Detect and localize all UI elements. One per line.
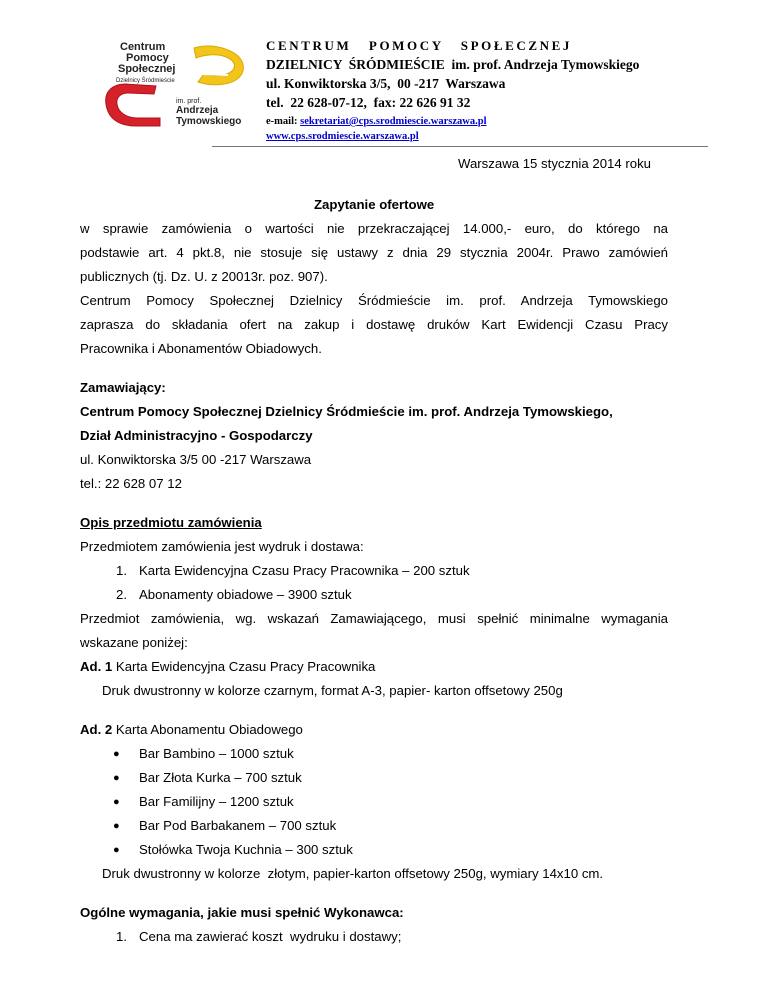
- list-item: Bar Familijny – 1200 sztuk: [139, 794, 294, 809]
- bullet-icon: ●: [113, 820, 120, 832]
- website-row: [266, 129, 639, 144]
- document-title: Zapytanie ofertowe: [314, 197, 435, 212]
- website-link[interactable]: www.cps.srodmiescie.warszawa.pl: [266, 131, 419, 142]
- ad2-label: Ad. 2: [80, 722, 113, 737]
- logo-line-5: im. prof.: [176, 98, 202, 105]
- ordering-party-phone: tel.: 22 628 07 12: [80, 476, 182, 491]
- intro-line-1: w sprawie zamówienia o wartości nie przekraczającej 14.000,- euro, do którego na: [80, 221, 668, 236]
- bullet-icon: ●: [113, 796, 120, 808]
- requirements-line-2: wskazane poniżej:: [80, 635, 188, 650]
- intro-line-3: publicznych (tj. Dz. U. z 20013r. poz. 907).: [80, 269, 328, 284]
- ordering-party-address: ul. Konwiktorska 3/5 00 -217 Warszawa: [80, 452, 312, 467]
- ordering-party-name: Centrum Pomocy Społecznej Dzielnicy Śródmieście im. prof. Andrzeja Tymowskiego,: [80, 404, 613, 419]
- logo-line-4: Dzielnicy Śródmieście: [116, 78, 175, 84]
- description-heading: Opis przedmiotu zamówienia: [80, 515, 262, 530]
- bullet-icon: ●: [113, 772, 120, 784]
- ad1-title: Karta Ewidencyjna Czasu Pracy Pracownika: [112, 659, 376, 674]
- list-item: Cena ma zawierać koszt wydruku i dostawy;: [139, 929, 402, 944]
- list-item: Stołówka Twoja Kuchnia – 300 sztuk: [139, 842, 353, 857]
- invite-line-3: Pracownika i Abonamentów Obiadowych.: [80, 341, 322, 356]
- date-line: Warszawa 15 stycznia 2014 roku: [458, 156, 652, 171]
- ad1-label: Ad. 1: [80, 659, 113, 674]
- logo-line-6: Andrzeja: [176, 105, 219, 116]
- logo-line-2: Pomocy: [126, 52, 169, 64]
- invite-line-2: zaprasza do składania ofert na zakup i dostawę druków Kart Ewidencji Czasu Pracy: [80, 317, 668, 332]
- letterhead-text: [266, 36, 639, 144]
- email-link[interactable]: sekretariat@cps.srodmiescie.warszawa.pl: [300, 116, 487, 127]
- list-item: Abonamenty obiadowe – 3900 sztuk: [139, 587, 352, 602]
- list-item: Bar Bambino – 1000 sztuk: [139, 746, 294, 761]
- ad2-spec: Druk dwustronny w kolorze złotym, papier-karton offsetowy 250g, wymiary 14x10 cm.: [102, 866, 604, 881]
- invite-line-1: Centrum Pomocy Społecznej Dzielnicy Śródmieście im. prof. Andrzeja Tymowskiego: [80, 293, 668, 308]
- list-item: Karta Ewidencyjna Czasu Pracy Pracownika – 200 sztuk: [139, 563, 470, 578]
- email-row: [266, 114, 639, 129]
- bullet-icon: ●: [113, 844, 120, 856]
- list-item: Bar Pod Barbakanem – 700 sztuk: [139, 818, 337, 833]
- general-requirements-heading: Ogólne wymagania, jakie musi spełnić Wykonawca:: [80, 905, 404, 920]
- ordering-party-department: Dział Administracyjno - Gospodarczy: [80, 428, 313, 443]
- organization-district: DZIELNICY ŚRÓDMIEŚCIE im. prof. Andrzeja Tymowskiego: [266, 57, 640, 72]
- organization-phone: tel. 22 628-07-12, fax: 22 626 91 32: [266, 95, 471, 110]
- logo-line-7: Tymowskiego: [176, 116, 242, 127]
- logo-line-1: Centrum: [120, 41, 166, 53]
- organization-address: ul. Konwiktorska 3/5, 00 -217 Warszawa: [266, 76, 506, 91]
- logo-line-3: Społecznej: [118, 63, 176, 75]
- ad2-title: Karta Abonamentu Obiadowego: [112, 722, 303, 737]
- ad1-line: [80, 659, 375, 675]
- description-intro: Przedmiotem zamówienia jest wydruk i dostawa:: [80, 539, 364, 554]
- list-item-number: 2.: [116, 587, 127, 602]
- organization-name: CENTRUM POMOCY SPOŁECZNEJ: [266, 38, 573, 53]
- ordering-party-heading: Zamawiający:: [80, 380, 166, 395]
- intro-line-2: podstawie art. 4 pkt.8, nie stosuje się ustawy z dnia 29 stycznia 2004r. Prawo zamówień: [80, 245, 668, 260]
- requirements-line-1: Przedmiot zamówienia, wg. wskazań Zamawiającego, musi spełnić minimalne wymagania: [80, 611, 668, 626]
- bullet-icon: ●: [113, 748, 120, 760]
- list-item-number: 1.: [116, 563, 127, 578]
- email-label: e-mail:: [266, 116, 301, 127]
- letterhead-divider: [212, 146, 708, 147]
- ad2-line: [80, 722, 303, 738]
- list-item: Bar Złota Kurka – 700 sztuk: [139, 770, 302, 785]
- ad1-spec: Druk dwustronny w kolorze czarnym, format A-3, papier- karton offsetowy 250g: [102, 683, 563, 698]
- organization-logo: [98, 38, 248, 134]
- list-item-number: 1.: [116, 929, 127, 944]
